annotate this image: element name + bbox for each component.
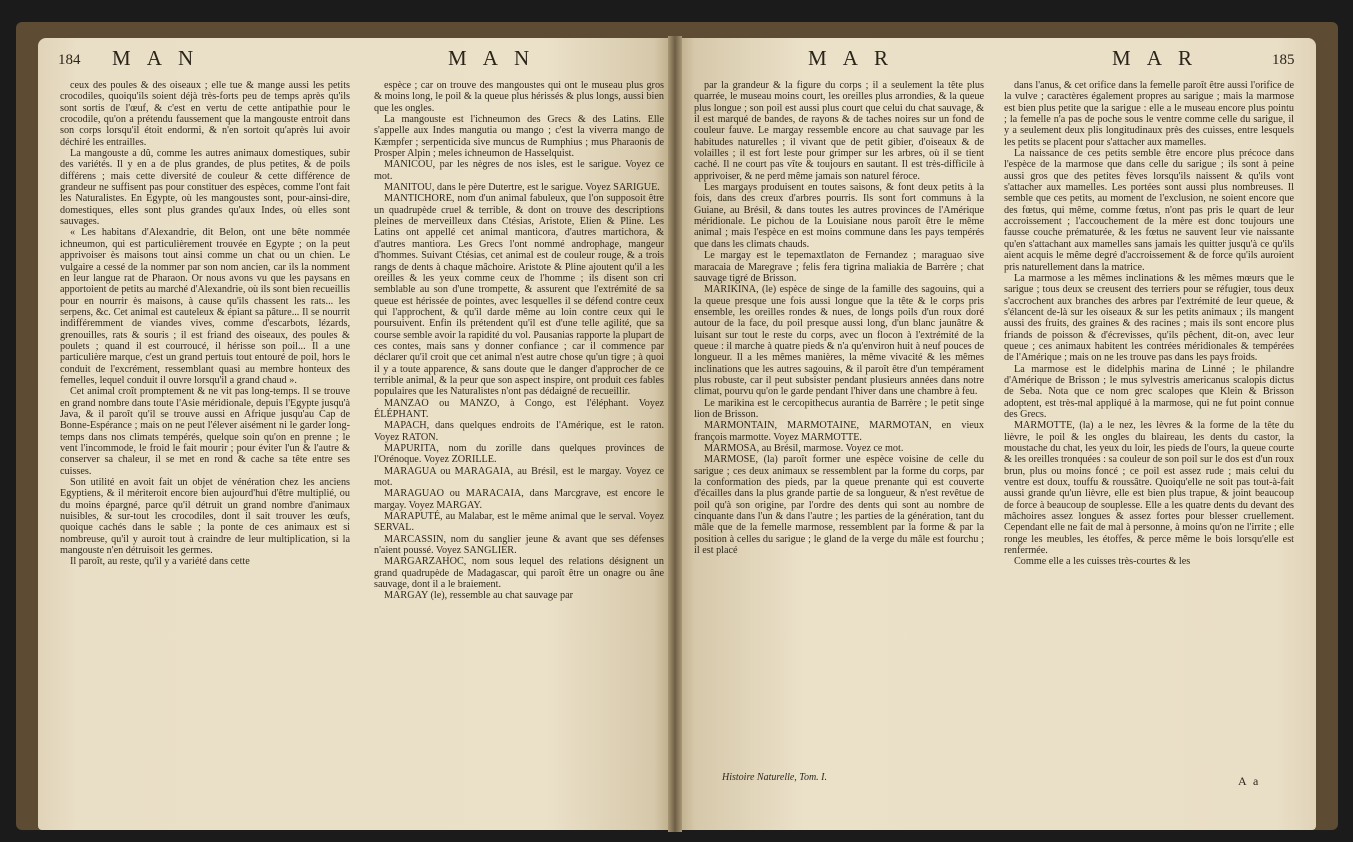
paragraph: ceux des poules & des oiseaux ; elle tue & mange aussi les petits crocodiles, quoiqu'ils soient déjà très-forts peu de temps après qu'ils sont sortis de l'œuf, & c'est en vertu de cette antipathie pour le crocodile, qu'on a prétendu faussement que la mangouste entroit dans son corps lorsqu'il étoit endormi, & n'en sortoit qu'après lui avoir déchiré les entrailles.	[60, 80, 350, 148]
paragraph: La marmose est le didelphis marina de Linné ; le philandre d'Amérique de Brisson ; le mus sylvestris americanus scalopis dictus de Seba. Nota que ce nom grec scalopes que Klein & Brisson adoptent, est très-mal appliqué à la marmose, qui ne fut point connue des Grecs.	[1004, 363, 1294, 420]
paragraph: espèce ; car on trouve des mangoustes qui ont le museau plus gros & moins long, le poil & la queue plus hérissés & plus longs, aussi bien que les ongles.	[374, 80, 664, 114]
paragraph: Il paroît, au reste, qu'il y a variété dans cette	[70, 556, 250, 568]
paragraph: MANTICHORE, nom d'un animal fabuleux, que l'on supposoit être un quadrupède cruel & terrible, & dont on trouve des descriptions pleines de merveilleux dans Ctésias, Aristote, Elien & Pline. Les Latins ont appellé cet animal manticora, d'autres martichora, & d'autres mantiora. Les Grecs l'ont nommé androphage, mangeur d'hommes. Suivant Ctésias, cet animal est de couleur rouge, & a trois rangs de dents à chaque mâchoire. Aristote & Pline ajoutent qu'il a les oreilles & les yeux comme ceux de l'homme ; ils disent son cri semblable au son d'une trompette, & assurent que l'extrémité de sa queue est hérissée de pointes, avec lesquelles il se défend contre ceux qui l'approchent, & qu'il darde même au loin contre ceux qui le poursuivent. Enfin ils prétendent qu'il est d'une telle agilité, que sa course semble avoir la rapidité du vol. Pausanias rapporte la plupart de ces contes, mais sans y donner confiance ; car il commence par déclarer qu'il croit que cet animal n'est autre chose qu'un tigre ; à quoi il y a toute apparence, & sans doute que le danger d'approcher de ce terrible animal, & la peur que son aspect inspire, ont produit ces fables populaires que les Naturalistes n'ont pas dédaigné de recueillir.	[374, 193, 664, 398]
book-gutter	[668, 36, 682, 832]
paragraph: La marmose a les mêmes inclinations & les mêmes mœurs que le sarigue ; tous deux se creusent des terriers pour se réfugier, tous deux s'accrochent aux branches des arbres par l'extrémité de leur queue, & s'élancent de-là sur les oiseaux & sur les petits animaux ; ils mangent aussi des fruits, des graines & des racines ; mais ils sont encore plus friands de poisson & d'écrevisses, qu'ils pêchent, dit-on, avec leur queue ; ces animaux habitent les contrées méridionales & tempérées de l'Amérique ; mais on ne les trouve pas dans les pays froids.	[1004, 272, 1294, 364]
left-running-head: M A N	[112, 46, 200, 70]
left-page-number: 184	[58, 52, 81, 68]
right-running-head: M A R	[1112, 46, 1199, 70]
paragraph: MAPURITA, nom du zorille dans quelques provinces de l'Orénoque. Voyez ZORILLE.	[374, 443, 664, 466]
paragraph: Le margay est le tepemaxtlaton de Fernandez ; maraguao sive maracaia de Maregrave ; felis fera tigrina maliakia de Barrère ; chat sauvage tigré de Brisson.	[694, 250, 984, 284]
paragraph: dans l'anus, & cet orifice dans la femelle paroît être aussi l'orifice de la vulve ; caractères également propres au sarigue ; mais la marmose est bien plus petite que la sarigue : elle a le museau encore plus pointu ; la femelle n'a pas de poche sous le ventre comme celle du sarigue, il y a seulement deux plis longitudinaux près des cuisses, entre lesquels les petits se placent pour s'attacher aux mamelles.	[1004, 80, 1294, 148]
footnote: Histoire Naturelle, Tom. I.	[722, 772, 828, 783]
left-page-column-2	[374, 80, 664, 792]
paragraph: MANITOU, dans le père Dutertre, est le sarigue. Voyez SARIGUE.	[384, 182, 660, 194]
right-page-column-2	[1004, 80, 1294, 766]
paragraph: Cet animal croît promptement & ne vit pas long-temps. Il se trouve en grand nombre dans toute l'Asie méridionale, depuis l'Egypte jusqu'à Java, & il paroît qu'il se trouve aussi en Afrique jusqu'au Cap de Bonne-Espérance ; mais on ne peut l'élever aisément ni le garder long-temps dans nos climats tempérés, quelque soin qu'on en prenne ; le vent l'incommode, le froid le fait mourir ; pour éviter l'un & l'autre & conserver sa chaleur, il se met en rond & cache sa tête entre ses cuisses.	[60, 386, 350, 477]
paragraph: MARMOSE, (la) paroît former une espèce voisine de celle du sarigue ; ces deux animaux se ressemblent par la forme du corps, par la conformation des pieds, par la queue prenante qui est couverte d'écailles dans la plus grande partie de sa longueur, & n'est revêtue de poil qu'à son origine, par l'ordre des dents qui sont au nombre de cinquante dans l'un & dans l'autre ; les parties de la génération, tant du mâle que de la femelle marmose, ressemblent par la forme & par la position à celles du sarigue ; le gland de la verge du mâle est fourchu ; il est placé	[694, 454, 984, 557]
paragraph: La mangouste a dû, comme les autres animaux domestiques, subir des variétés. Il y en a de plus grandes, de plus petites, & de poils différens ; mais cette diversité de couleur & cette différence de grandeur ne suffisent pas pour constituer des espèces, comme l'ont fait les Naturalistes. En Egypte, où les mangoustes sont, pour-ainsi-dire, domestiques, elles sont plus grandes qu'aux Indes, où elles sont sauvages.	[60, 148, 350, 228]
paragraph: MARAGUAO ou MARACAIA, dans Marcgrave, est encore le margay. Voyez MARGAY.	[374, 488, 664, 511]
paragraph: La mangouste est l'ichneumon des Grecs & des Latins. Elle s'appelle aux Indes mangutia ou mango ; c'est la viverra mango de Kæmpfer ; serpenticida sive muncus de Rumphius ; mus Pharaonis de Prosper Alpin ; meles ichneumon de Hasselquist.	[374, 114, 664, 160]
paragraph: Le marikina est le cercopithecus aurantia de Barrère ; le petit singe lion de Brisson.	[694, 397, 984, 420]
paragraph: MAPACH, dans quelques endroits de l'Amérique, est le raton. Voyez RATON.	[374, 420, 664, 443]
paragraph: Les margays produisent en toutes saisons, & font deux petits à la fois, dans des creux d'arbres pourris. Ils sont fort communs à la Guiane, au Brésil, & dans toutes les autres provinces de l'Amérique méridionale. Le pichou de la Louisiane nous paroît être le même animal ; mais l'espèce en est moins commune dans les pays tempérés que dans les climats chauds.	[694, 182, 984, 250]
paragraph: Comme elle a les cuisses très-courtes & les	[1014, 556, 1191, 568]
left-page-column-1	[60, 80, 350, 792]
paragraph: MARMOSA, au Brésil, marmose. Voyez ce mot.	[704, 443, 904, 454]
left-running-head-center: M A N	[448, 46, 536, 70]
paragraph: La naissance de ces petits semble être encore plus précoce dans l'espèce de la marmose que dans celle du sarigue ; ils sont à peine aussi gros que des petites fèves lorsqu'ils naissent & qu'ils vont s'attacher aux mamelles. Les portées sont aussi plus nombreuses. Il semble que ces petits, au moment de l'exclusion, ne soient encore que des fœtus, qui même, comme fœtus, n'ont pas pris le quart de leur accroissement ; l'accouchement de la mère est donc toujours une fausse couche prématurée, & les fœtus ne sauvent leur vie naissante qu'en s'attachant aux mamelles sans jamais les quitter jusqu'à ce qu'ils aient acquis le même degré d'accroissement & de force qu'ils auroient pris naturellement dans la matrice.	[1004, 148, 1294, 273]
paragraph: MARGARZAHOC, nom sous lequel des relations désignent un grand quadrupède de Madagascar, qui paroît être un onagre ou âne sauvage, dont il a le braiement.	[374, 556, 664, 591]
paragraph: MARAPUTÉ, au Malabar, est le même animal que le serval. Voyez SERVAL.	[374, 511, 664, 534]
paragraph: « Les habitans d'Alexandrie, dit Belon, ont une bête nommée ichneumon, qui est particulièrement trouvée en Egypte ; on la peut apprivoiser ès maisons tout ainsi comme un chat ou un chien. Le vulgaire a cessé de la nommer par son nom ancien, car ils la nomment en leur langue rat de Pharaon. Or nous avons vu que les paysans en apportoient de petits au marché d'Alexandrie, où ils sont bien recueillis pour en nourrir ès maisons, à cause qu'ils chassent les rats... les serpens, &c. Cet animal est cauteleux & épiant sa pâture... Il se nourrit indifféremment de viandes vives, comme d'escarbots, lézards, grenouilles, rats & souris ; il est friand des oiseaux, des poules & poulets ; quand il est courroucé, il hérisse son poil... Il a une particulière marque, c'est un grand pertuis tout entouré de poil, hors le conduit de l'excrément, ressemblant quasi au membre honteux des femelles, lequel conduit il ouvre lorsqu'il a grand chaud ».	[60, 227, 350, 386]
signature-mark: A a	[1238, 774, 1261, 788]
paragraph: par la grandeur & la figure du corps ; il a seulement la tête plus quarrée, le museau moins court, les oreilles plus arrondies, & la queue plus longue ; son poil est aussi plus court que celui du chat sauvage, & il est marqué de bandes, de rayons & de taches noires sur un fond de couleur fauve. Le margay ressemble encore au chat sauvage par les habitudes naturelles ; il vivant que de petit gibier, d'oiseaux & de volailles ; il est fort leste pour grimper sur les arbres, où il se tient caché. Il ne court pas vîte & toujours en sautant. Il est très-difficile à apprivoiser, & ne perd même jamais son naturel féroce.	[694, 80, 984, 182]
paragraph: MARMONTAIN, MARMOTAINE, MARMOTAN, en vieux françois marmotte. Voyez MARMOTTE.	[694, 420, 984, 443]
right-running-head-center: M A R	[808, 46, 895, 70]
right-page-number: 185	[1272, 52, 1295, 68]
right-page-column-1	[694, 80, 984, 766]
paragraph: MARMOTTE, (la) a le nez, les lèvres & la forme de la tête du lièvre, le poil & les ongles du blaireau, les dents du castor, la moustache du chat, les yeux du loir, les pieds de l'ours, la queue courte & les oreilles tronquées : sa couleur de son poil sur le dos est d'un roux brun, plus ou moins foncé ; ce poil est assez rude ; mais celui du ventre est doux, touffu & roussâtre. Quoiqu'elle ne soit pas tout-à-fait aussi grande qu'un lièvre, elle est bien plus trapue, & joint beaucoup de force à beaucoup de souplesse. Elle a les quatre dents du devant des mâchoires assez longues & assez fortes pour blesser cruellement. Cependant elle ne fait de mal à personne, à moins qu'on ne l'irrite ; elle ronge les meubles, les étoffes, & perce même le bois lorsqu'elle est renfermée.	[1004, 420, 1294, 557]
paragraph: MARIKINA, (le) espèce de singe de la famille des sagouins, qui a la queue presque une fois aussi longue que la tête & le corps pris ensemble, les oreilles rondes & nues, de longs poils d'un roux doré autour de la face, du poil presque aussi long, d'un blanc jaunâtre & luisant sur tout le reste du corps, avec un flocon à l'extrémité de la queue : il marche à quatre pieds & n'a qu'environ huit à neuf pouces de longueur. Il a les mêmes manières, la même vivacité & les mêmes inclinations que les autres sagouins, & il paroît être d'un tempérament plus robuste, car il peut subsister pendant plusieurs années dans notre climat, pourvu qu'on le garde pendant l'hiver dans une chambre à feu.	[694, 284, 984, 398]
paragraph: Son utilité en avoit fait un objet de vénération chez les anciens Egyptiens, & il mériteroit encore bien aujourd'hui d'être multiplié, ou du moins épargné, parce qu'il détruit un grand nombre d'animaux nuisibles, & sur-tout les crocodiles, dont il sait trouver les œufs, quoique cachés dans le sable ; la ponte de ces animaux est si nombreuse, qu'il y auroit tout à craindre de leur multiplication, si la mangouste n'en détruisoit les germes.	[60, 477, 350, 557]
paragraph: MARCASSIN, nom du sanglier jeune & avant que ses défenses n'aient poussé. Voyez SANGLIER.	[374, 533, 664, 557]
paragraph: MANICOU, par les nègres de nos isles, est le sarigue. Voyez ce mot.	[374, 159, 664, 182]
paragraph: MARAGUA ou MARAGAIA, au Brésil, est le margay. Voyez ce mot.	[374, 465, 664, 489]
paragraph: MARGAY (le), ressemble au chat sauvage par	[384, 590, 574, 602]
paragraph: MANZAO ou MANZO, à Congo, est l'éléphant. Voyez ÉLÉPHANT.	[374, 397, 664, 420]
